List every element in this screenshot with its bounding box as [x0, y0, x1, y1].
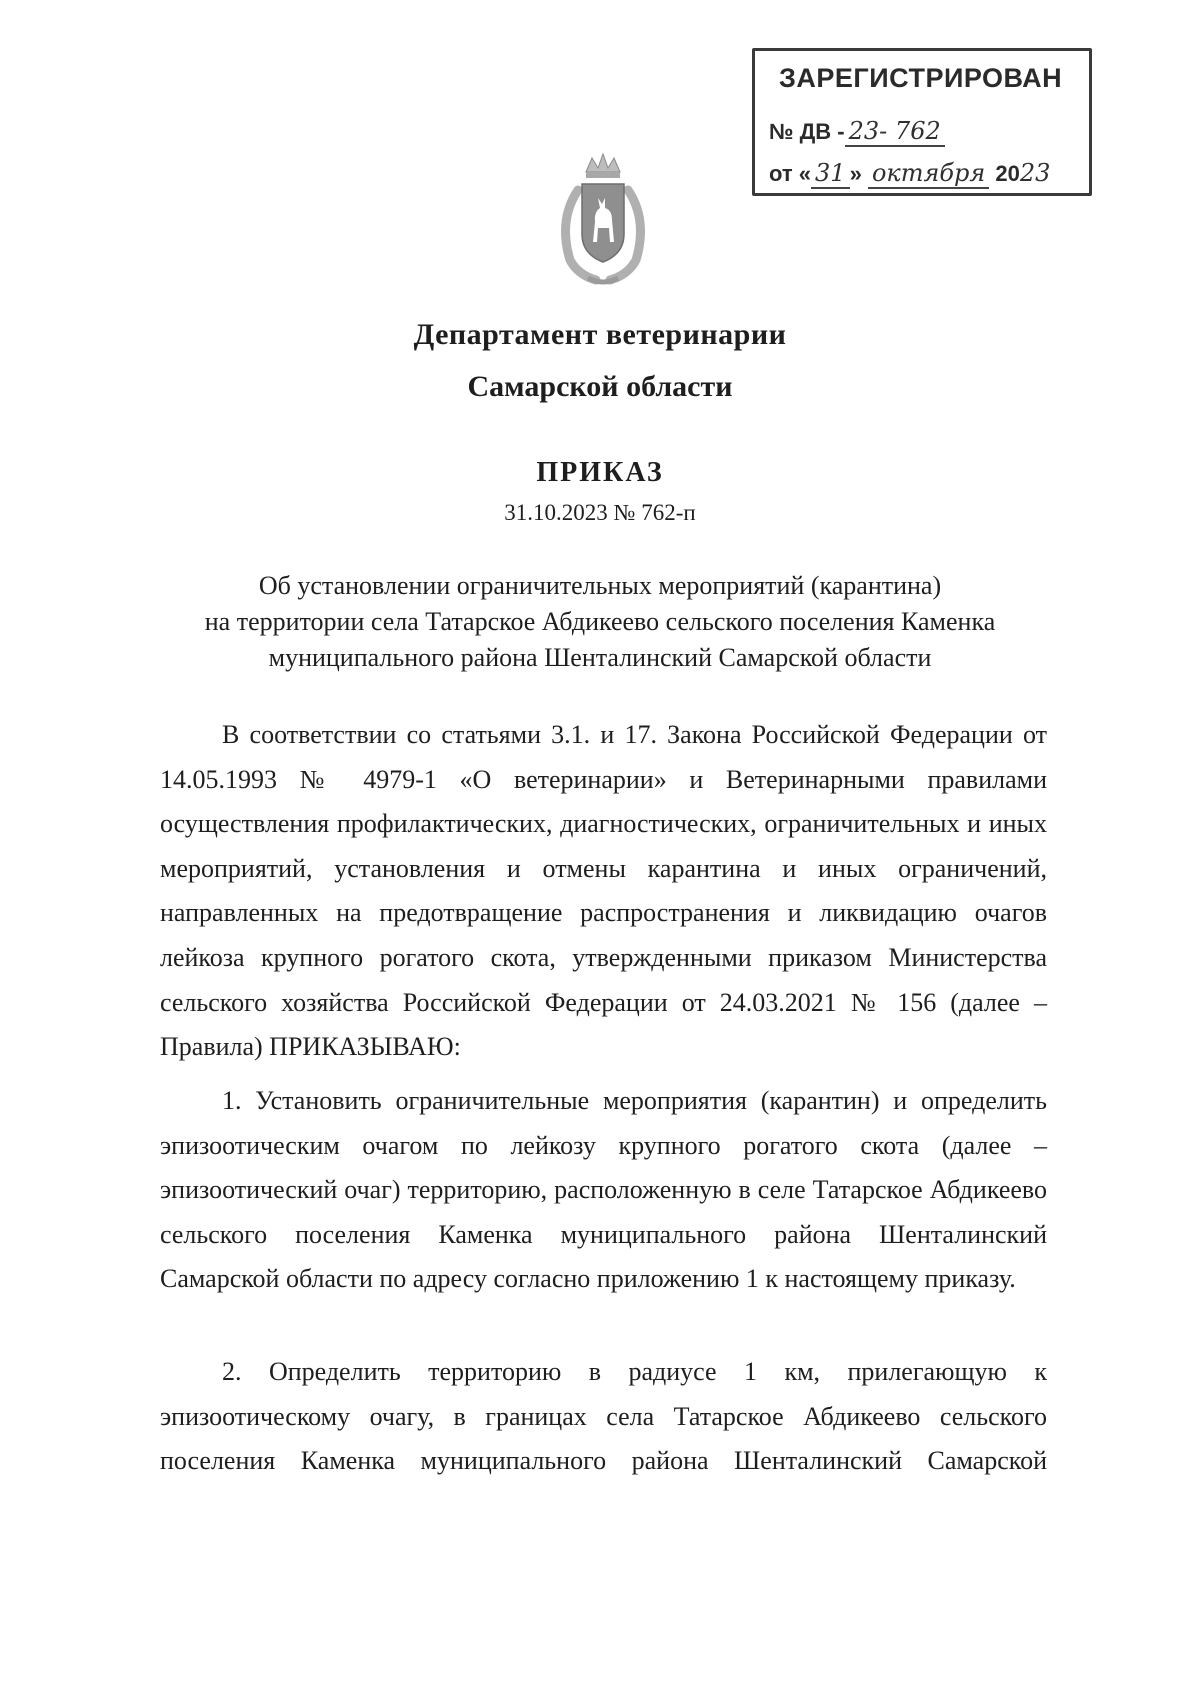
registration-stamp [752, 48, 1092, 196]
subject-line: Об установлении ограничительных мероприятий (карантина) [258, 571, 942, 600]
department-name-line1: Департамент ветеринарии [413, 318, 787, 351]
stamp-date-year: 23 [1019, 159, 1051, 187]
stamp-date-month: октября [868, 159, 989, 189]
stamp-number-prefix: № ДВ - [769, 119, 845, 144]
stamp-number-handwritten: 23- 762 [845, 117, 945, 147]
stamp-date-prefix: от « [769, 161, 812, 186]
stamp-number-row [769, 117, 945, 147]
subject-line: на территории села Татарское Абдикеево сельского поселения Каменка [204, 607, 996, 636]
order-item-2: 2. Определить территорию в радиусе 1 км, прилегающую к эпизоотическому очагу, в границах села Татарское Абдикеево сельского поселения Каменка муниципального района Шенталинский Самарской [160, 1357, 1047, 1476]
subject-line: муниципального района Шенталинский Самарской области [268, 643, 932, 672]
stamp-title: ЗАРЕГИСТРИРОВАН [779, 63, 1063, 93]
order-item-1: 1. Установить ограничительные мероприятия (карантин) и определить эпизоотическим очагом по лейкозу крупного рогатого скота (далее – эпизоотический очаг) территорию, расположенную в селе Татарское Абдикеево сельского поселения Каменка муниципального района Шенталинский Самарской области по адресу согласно приложению 1 к настоящему приказу. [160, 1086, 1047, 1294]
stamp-date-day: 31 [811, 159, 850, 189]
order-number: 31.10.2023 № 762-п [504, 500, 696, 525]
stamp-date-row [769, 159, 1050, 189]
department-name-line2: Самарской области [467, 370, 733, 403]
stamp-date-mid: » [849, 161, 862, 186]
samara-coat-of-arms-icon [548, 150, 658, 290]
order-subject [0, 568, 1200, 676]
order-title: ПРИКАЗ [536, 457, 664, 488]
preamble-paragraph: В соответствии со статьями 3.1. и 17. Закона Российской Федерации от 14.05.1993 № 4979-1 «О ветеринарии» и Ветеринарными правилами осуществления профилактических, диагностических, ограничительных и иных мероприятий, установления и отмены карантина и иных ограничений, направленных на предотвращение распространения и ликвидацию очагов лейкоза крупного рогатого скота, утвержденными приказом Министерства сельского хозяйства Российской Федерации от 24.03.2021 № 156 (далее – Правила) ПРИКАЗЫВАЮ: [160, 720, 1047, 1062]
stamp-date-year-prefix: 20 [995, 161, 1020, 186]
